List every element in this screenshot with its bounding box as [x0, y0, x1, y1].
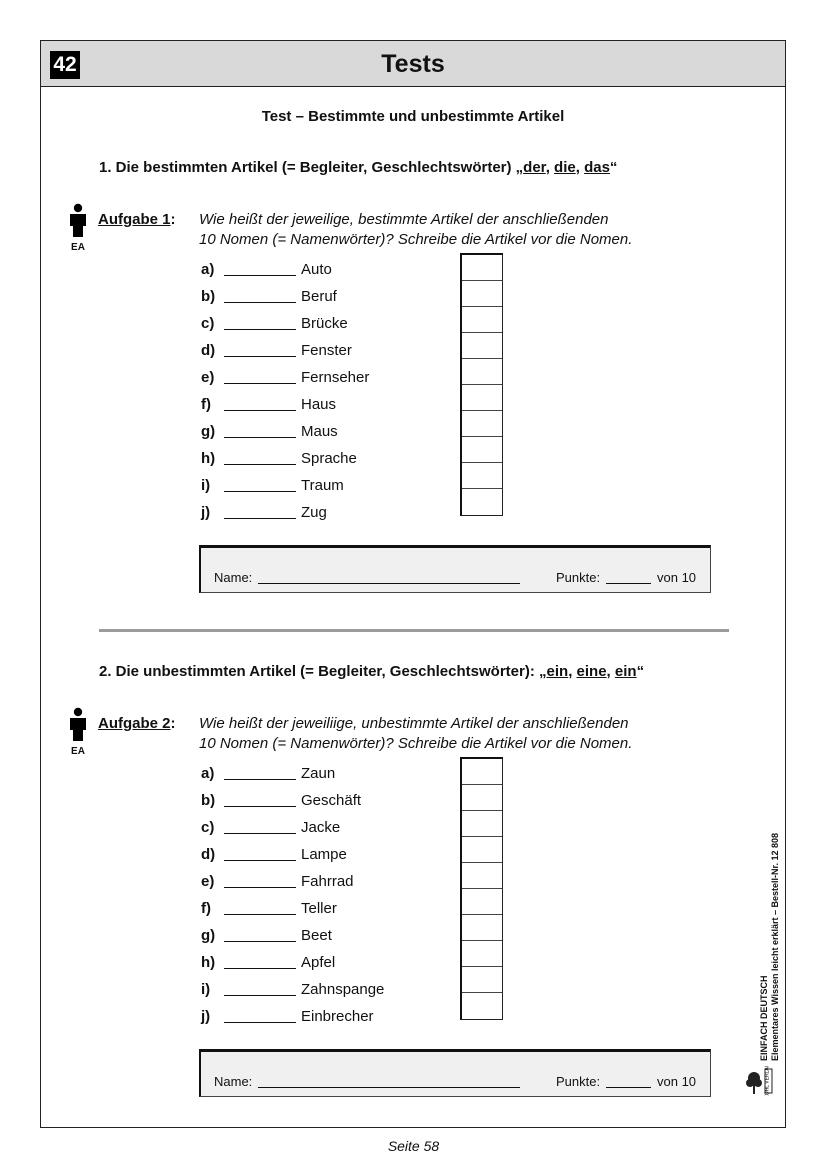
article-blank-field[interactable] — [224, 833, 296, 834]
person-icon — [67, 707, 89, 746]
article-der: der — [523, 159, 546, 176]
check-cell[interactable] — [462, 941, 502, 967]
item-noun: Brücke — [301, 315, 348, 332]
item-noun: Beruf — [301, 288, 337, 305]
article-blank-field[interactable] — [224, 887, 296, 888]
item-letter: f) — [201, 900, 211, 917]
article-blank-field[interactable] — [224, 437, 296, 438]
article-blank-field[interactable] — [224, 914, 296, 915]
check-cell[interactable] — [462, 967, 502, 993]
check-cell[interactable] — [462, 889, 502, 915]
article-eine: eine — [576, 663, 607, 680]
check-cell[interactable] — [462, 837, 502, 863]
item-letter: j) — [201, 1008, 211, 1025]
article-das: das — [584, 159, 610, 176]
item-letter: f) — [201, 396, 211, 413]
item-letter: c) — [201, 315, 215, 332]
check-cell[interactable] — [462, 281, 502, 307]
score-box-2 — [199, 1049, 711, 1097]
item-letter: i) — [201, 981, 211, 998]
item-letter: d) — [201, 846, 216, 863]
section-1-heading: 1. Die bestimmten Artikel (= Begleiter, Geschlechtswörter) „der, die, das“ — [99, 159, 618, 176]
article-blank-field[interactable] — [224, 329, 296, 330]
item-letter: d) — [201, 342, 216, 359]
item-letter: h) — [201, 954, 216, 971]
check-cell[interactable] — [462, 915, 502, 941]
item-noun: Sprache — [301, 450, 357, 467]
article-blank-field[interactable] — [224, 941, 296, 942]
article-blank-field[interactable] — [224, 995, 296, 996]
item-noun: Zug — [301, 504, 327, 521]
ea-label: EA — [71, 242, 85, 253]
item-letter: b) — [201, 288, 216, 305]
item-noun: Jacke — [301, 819, 341, 836]
person-icon — [67, 203, 89, 242]
check-cell[interactable] — [462, 411, 502, 437]
article-blank-field[interactable] — [224, 491, 296, 492]
item-noun: Haus — [301, 396, 337, 413]
section-2-heading: 2. Die unbestimmten Artikel (= Begleiter, Geschlechtswörter): „ein, eine, ein“ — [99, 663, 645, 680]
test-title: Test – Bestimmte und unbestimmte Artikel — [261, 108, 565, 125]
task-1-label: Aufgabe 1: — [98, 211, 176, 228]
item-noun: Apfel — [301, 954, 336, 971]
article-ein: ein — [546, 663, 569, 680]
item-noun: Beet — [301, 927, 332, 944]
task-1-instructions: Wie heißt der jeweilige, bestimmte Artikel der anschließenden 10 Nomen (= Namenwörter)? Schreibe die Artikel vor die Nomen. — [199, 211, 633, 248]
item-noun: Einbrecher — [301, 1008, 374, 1025]
check-cell[interactable] — [462, 811, 502, 837]
article-blank-field[interactable] — [224, 410, 296, 411]
name-label: Name: — [214, 1074, 253, 1089]
worksheet-frame — [40, 40, 786, 1128]
item-letter: e) — [201, 369, 215, 386]
section-1-heading-text: 1. Die bestimmten Artikel (= Begleiter, Geschlechtswörter) „ — [99, 159, 524, 176]
max-points-label: von 10 — [657, 570, 697, 585]
item-noun: Traum — [301, 477, 344, 494]
item-letter: a) — [201, 765, 215, 782]
check-cell[interactable] — [462, 385, 502, 411]
item-noun: Maus — [301, 423, 338, 440]
item-noun: Lampe — [301, 846, 347, 863]
check-cell[interactable] — [462, 437, 502, 463]
svg-text:KOHL VERLAG: KOHL VERLAG — [764, 1066, 771, 1096]
item-letter: h) — [201, 450, 216, 467]
name-label: Name: — [214, 570, 253, 585]
max-points-label: von 10 — [657, 1074, 697, 1089]
side-text-line-2: Elementares Wissen leicht erklärt – Bestell-Nr. 12 808 — [770, 832, 780, 1061]
check-cell[interactable] — [462, 863, 502, 889]
side-text-line-1: EINFACH DEUTSCH — [759, 975, 769, 1061]
section-2-heading-text: 2. Die unbestimmten Artikel (= Begleiter, Geschlechtswörter): „ — [99, 663, 547, 680]
page-footer: Seite 58 — [387, 1138, 440, 1154]
check-cell[interactable] — [462, 759, 502, 785]
item-letter: b) — [201, 792, 216, 809]
article-blank-field[interactable] — [224, 860, 296, 861]
item-letter: g) — [201, 927, 216, 944]
name-field[interactable] — [258, 583, 520, 584]
article-ein-neuter: ein — [614, 663, 637, 680]
check-cell[interactable] — [462, 255, 502, 281]
article-die: die — [554, 159, 576, 176]
item-noun: Zahnspange — [301, 981, 385, 998]
points-field[interactable] — [606, 1087, 651, 1088]
points-label: Punkte: — [556, 570, 601, 585]
header-bar — [41, 41, 785, 87]
publisher-side-text — [759, 833, 781, 1061]
article-blank-field[interactable] — [224, 779, 296, 780]
item-letter: i) — [201, 477, 211, 494]
article-blank-field[interactable] — [224, 356, 296, 357]
item-letter: e) — [201, 873, 215, 890]
item-noun: Zaun — [301, 765, 336, 782]
item-noun: Teller — [301, 900, 337, 917]
points-label: Punkte: — [556, 1074, 601, 1089]
article-blank-field[interactable] — [224, 383, 296, 384]
page-number-badge: 42 — [50, 51, 80, 79]
item-noun: Fernseher — [301, 369, 370, 386]
section-divider — [99, 629, 729, 632]
check-cell[interactable] — [462, 785, 502, 811]
item-noun: Fahrrad — [301, 873, 354, 890]
check-cell[interactable] — [462, 463, 502, 489]
check-cell[interactable] — [462, 993, 502, 1019]
score-box-1 — [199, 545, 711, 593]
article-blank-field[interactable] — [224, 1022, 296, 1023]
item-noun: Auto — [301, 261, 332, 278]
check-cell[interactable] — [462, 333, 502, 359]
ea-label: EA — [71, 746, 85, 757]
item-letter: a) — [201, 261, 215, 278]
item-letter: g) — [201, 423, 216, 440]
answer-check-boxes-1 — [460, 253, 503, 516]
item-noun: Geschäft — [301, 792, 362, 809]
task-2-instructions: Wie heißt der jeweiliige, unbestimmte Artikel der anschließenden 10 Nomen (= Namenwörter)? Schreibe die Artikel vor die Nomen. — [199, 715, 633, 752]
item-letter: c) — [201, 819, 215, 836]
page-title: Tests — [381, 50, 445, 78]
points-field[interactable] — [606, 583, 651, 584]
check-cell[interactable] — [462, 307, 502, 333]
article-blank-field[interactable] — [224, 968, 296, 969]
article-blank-field[interactable] — [224, 464, 296, 465]
item-noun: Fenster — [301, 342, 352, 359]
article-blank-field[interactable] — [224, 806, 296, 807]
name-field[interactable] — [258, 1087, 520, 1088]
item-letter: j) — [201, 504, 211, 521]
article-blank-field[interactable] — [224, 275, 296, 276]
task-2-label: Aufgabe 2: — [98, 715, 176, 732]
article-blank-field[interactable] — [224, 518, 296, 519]
check-cell[interactable] — [462, 359, 502, 385]
check-cell[interactable] — [462, 489, 502, 515]
answer-check-boxes-2 — [460, 757, 503, 1020]
article-blank-field[interactable] — [224, 302, 296, 303]
publisher-logo — [745, 1066, 783, 1096]
